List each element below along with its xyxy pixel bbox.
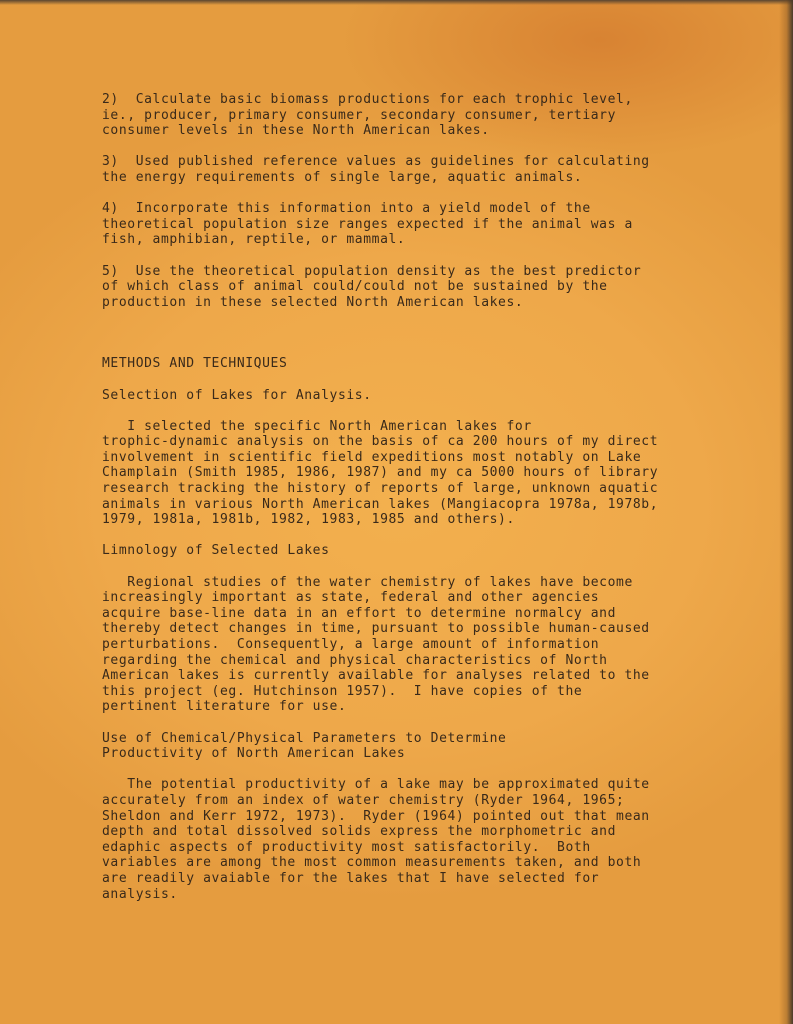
text-line: the energy requirements of single large, aquatic animals. xyxy=(102,169,583,185)
text-line: this project (eg. Hutchinson 1957). I have copies of the xyxy=(102,683,583,699)
text-line: pertinent literature for use. xyxy=(102,699,347,715)
section-heading-methods: METHODS AND TECHNIQUES xyxy=(102,356,288,372)
text-line: American lakes is currently available for analyses related to the xyxy=(102,668,650,684)
text-line: Sheldon and Kerr 1972, 1973). Ryder (1964) pointed out that mean xyxy=(102,808,650,824)
text-line: of which class of animal could/could not be sustained by the xyxy=(102,279,608,295)
selection-paragraph xyxy=(102,419,717,528)
text-line: trophic-dynamic analysis on the basis of ca 200 hours of my direct xyxy=(102,434,659,450)
text-line: consumer levels in these North American lakes. xyxy=(102,123,490,139)
text-line: 3) Used published reference values as guidelines for calculating xyxy=(102,154,650,170)
text-line: are readily avaiable for the lakes that I have selected for xyxy=(102,870,600,886)
text-line: research tracking the history of reports of large, unknown aquatic xyxy=(102,481,659,497)
text-line: perturbations. Consequently, a large amount of information xyxy=(102,637,600,652)
text-line: 5) Use the theoretical population density as the best predictor xyxy=(102,263,642,279)
text-line: thereby detect changes in time, pursuant to possible human-caused xyxy=(102,621,650,637)
objective-3 xyxy=(102,154,717,185)
text-line: I selected the specific North American lakes for xyxy=(102,418,532,434)
top-edge-shadow xyxy=(0,0,793,5)
text-line: 1979, 1981a, 1981b, 1982, 1983, 1985 and others). xyxy=(102,512,515,528)
subheading-parameters xyxy=(102,731,717,762)
objective-4 xyxy=(102,201,717,248)
text-line: involvement in scientific field expeditions most notably on Lake xyxy=(102,449,642,465)
objective-5 xyxy=(102,264,717,311)
text-line: depth and total dissolved solids express the morphometric and xyxy=(102,824,617,840)
text-line: fish, amphibian, reptile, or mammal. xyxy=(102,232,406,248)
text-line: production in these selected North American lakes. xyxy=(102,294,524,310)
text-line: acquire base-line data in an effort to determine normalcy and xyxy=(102,605,617,621)
text-line: ie., producer, primary consumer, secondary consumer, tertiary xyxy=(102,107,617,123)
text-line: 2) Calculate basic biomass productions for each trophic level, xyxy=(102,92,633,107)
heading-line: Productivity of North American Lakes xyxy=(102,746,406,762)
text-line: animals in various North American lakes (Mangiacopra 1978a, 1978b, xyxy=(102,496,659,512)
subheading-selection: Selection of Lakes for Analysis. xyxy=(102,387,372,403)
heading-line: Use of Chemical/Physical Parameters to Determine xyxy=(102,730,507,746)
text-line: Regional studies of the water chemistry of lakes have become xyxy=(102,574,633,590)
parameters-paragraph xyxy=(102,777,717,902)
text-line: edaphic aspects of productivity most satisfactorily. Both xyxy=(102,839,591,855)
text-line: regarding the chemical and physical characteristics of North xyxy=(102,652,608,668)
right-edge-shadow xyxy=(779,0,793,1024)
text-line: increasingly important as state, federal and other agencies xyxy=(102,590,600,606)
text-line: Champlain (Smith 1985, 1986, 1987) and my ca 5000 hours of library xyxy=(102,465,659,481)
text-line: analysis. xyxy=(102,886,178,902)
text-line: accurately from an index of water chemistry (Ryder 1964, 1965; xyxy=(102,792,625,808)
limnology-paragraph xyxy=(102,575,717,715)
text-line: The potential productivity of a lake may be approximated quite xyxy=(102,777,650,793)
text-line: 4) Incorporate this information into a yield model of the xyxy=(102,201,591,217)
document-body xyxy=(102,92,717,902)
objective-2 xyxy=(102,92,717,139)
text-line: theoretical population size ranges expected if the animal was a xyxy=(102,216,633,232)
subheading-limnology: Limnology of Selected Lakes xyxy=(102,543,330,559)
text-line: variables are among the most common measurements taken, and both xyxy=(102,855,642,871)
